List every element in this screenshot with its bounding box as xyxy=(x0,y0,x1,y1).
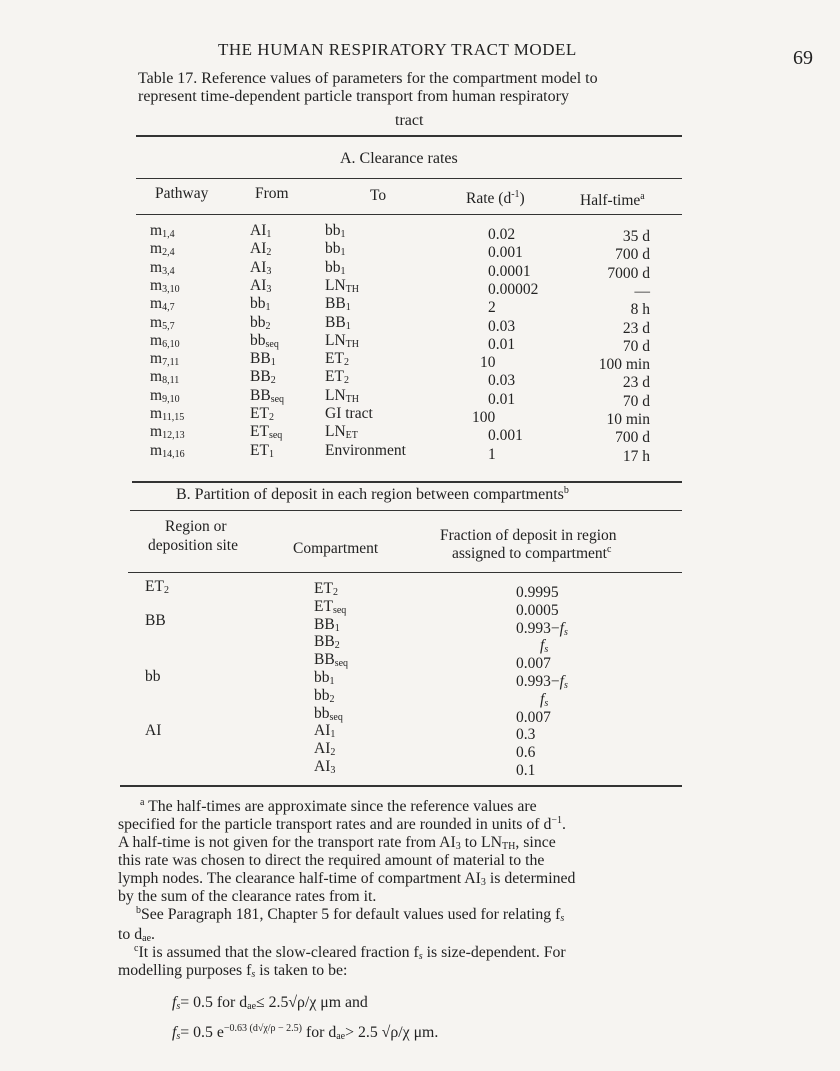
row-pathway: $m_{2,4}$ xyxy=(150,240,175,259)
compartment-name: $BB_2$ xyxy=(314,633,340,652)
compartment-name: $bb_1$ xyxy=(314,669,335,687)
row-halftime: 23 d xyxy=(622,374,650,392)
row-pathway: $m_{5,7}$ xyxy=(150,313,175,332)
row-rate: 0.03 xyxy=(488,372,516,390)
row-rate: 1 xyxy=(488,445,496,463)
row-pathway: $m_{3,10}$ xyxy=(150,276,180,295)
row-rate: 0.00002 xyxy=(488,280,539,298)
compartment-fraction: 0.6 xyxy=(516,744,536,762)
col-header-from: From xyxy=(255,185,289,202)
footnote-b-line-2: to $d_{ae}$. xyxy=(118,926,155,944)
row-to: $bb_1$ xyxy=(325,258,346,277)
section-a-rule xyxy=(136,178,682,179)
footnote-a-line-6: by the sum of the clearance rates from it. xyxy=(118,888,377,905)
footnote-a-line-4: this rate was chosen to direct the required amount of material to the xyxy=(118,852,545,869)
section-b-rule xyxy=(130,510,682,511)
compartment-fraction: 0.0005 xyxy=(516,601,559,619)
col-header-fraction-1: Fraction of deposit in region xyxy=(440,527,617,544)
compartment-name: $AI_2$ xyxy=(314,740,336,759)
compartment-name: $ET_{seq}$ xyxy=(314,597,347,616)
row-from: $ET_{seq}$ xyxy=(250,423,283,442)
row-pathway: $m_{7,11}$ xyxy=(150,350,180,369)
row-to: $ET_2$ xyxy=(325,350,349,369)
row-to: $bb_1$ xyxy=(325,240,346,259)
row-from: $BB_2$ xyxy=(250,368,276,387)
row-to: $LN_{TH}$ xyxy=(325,386,360,405)
row-halftime: — xyxy=(634,282,650,300)
row-pathway: $m_{4,7}$ xyxy=(150,295,175,314)
row-from: $bb_{seq}$ xyxy=(250,331,279,350)
section-b-top-rule xyxy=(132,481,682,483)
row-pathway: $m_{3,4}$ xyxy=(150,258,175,277)
section-a-title: A. Clearance rates xyxy=(340,150,458,167)
row-to: $LN_{ET}$ xyxy=(325,423,358,442)
row-from: $AI_2$ xyxy=(250,240,272,259)
region-label: BB xyxy=(145,612,166,629)
compartment-name: $AI_3$ xyxy=(314,758,336,776)
row-halftime: 7000 d xyxy=(607,264,650,282)
row-halftime: 10 min xyxy=(606,411,650,428)
footnote-b-line-1: $^b$See Paragraph 181, Chapter 5 for default values used for relating $f_s$ xyxy=(136,905,565,924)
row-from: $AI_3$ xyxy=(250,276,272,295)
row-rate: 10 xyxy=(480,354,496,372)
col-header-rate: Rate $(d^{-1})$ xyxy=(466,189,525,207)
row-rate: 0.001 xyxy=(488,244,523,262)
row-pathway: $m_{11,15}$ xyxy=(150,405,185,423)
row-from: $ET_1$ xyxy=(250,441,274,460)
row-halftime: 17 h xyxy=(622,447,650,465)
row-to: $BB_1$ xyxy=(325,313,351,332)
compartment-fraction: $f_s$ xyxy=(540,690,549,709)
row-rate: 100 xyxy=(472,409,496,426)
row-halftime: 70 d xyxy=(622,337,650,355)
row-halftime: 70 d xyxy=(622,392,650,410)
section-b-header-rule xyxy=(128,572,682,573)
compartment-fraction: 0.9995 xyxy=(516,584,559,601)
row-rate: 2 xyxy=(488,299,496,317)
row-from: $AI_3$ xyxy=(250,258,272,277)
compartment-fraction: $0.993-f_s$ xyxy=(516,673,568,691)
col-header-region-2: deposition site xyxy=(148,537,238,554)
row-halftime: 100 min xyxy=(598,356,650,374)
table-caption-line-2: represent time-dependent particle transport from human respiratory xyxy=(138,88,569,105)
footnote-a-line-2: specified for the particle transport rates and are rounded in units of $d^{-1}$. xyxy=(118,815,566,833)
section-b-title: B. Partition of deposit in each region between compartments$^b$ xyxy=(176,485,569,503)
equation-2: $f_s= 0.5$ $e^{-0.63 (d√\chi/\rho - 2.5)}$ for $d_{ae}> 2.5$ √ρ/χ μm. xyxy=(172,1023,439,1042)
row-rate: 0.001 xyxy=(488,427,523,445)
col-header-to: To xyxy=(370,187,387,204)
col-header-pathway: Pathway xyxy=(155,185,209,202)
row-to: Environment xyxy=(325,441,406,459)
row-rate: 0.03 xyxy=(488,317,516,335)
table-top-rule xyxy=(136,135,682,137)
row-halftime: 8 h xyxy=(630,301,650,319)
row-from: $BB_{seq}$ xyxy=(250,386,285,405)
row-from: $AI_1$ xyxy=(250,222,272,240)
row-from: $ET_2$ xyxy=(250,405,274,423)
footnote-a-line-3: A half-time is not given for the transport rate from $AI_3$ to $LN_{TH}$, since xyxy=(118,834,556,852)
compartment-fraction: $f_s$ xyxy=(540,637,549,656)
row-to: $LN_{TH}$ xyxy=(325,331,360,350)
col-header-compartment: Compartment xyxy=(293,540,379,557)
region-label: AI xyxy=(145,722,162,739)
row-rate: 0.01 xyxy=(488,335,516,353)
row-to: GI tract xyxy=(325,405,373,422)
row-to: $LN_{TH}$ xyxy=(325,276,360,295)
row-pathway: $m_{9,10}$ xyxy=(150,386,180,405)
row-rate: 0.01 xyxy=(488,390,516,408)
section-a-header-rule xyxy=(136,214,682,215)
col-header-fraction-2: assigned to compartment$^c$ xyxy=(452,544,612,562)
table-caption-line-1: Table 17. Reference values of parameters for the compartment model to xyxy=(138,70,598,87)
compartment-name: $bb_{seq}$ xyxy=(314,704,343,723)
row-rate: 0.0001 xyxy=(488,262,531,280)
row-halftime: 700 d xyxy=(615,246,650,264)
equation-1: $f_s= 0.5$ for $d_{ae}\le 2.5√\rho/\chi$ μm and xyxy=(172,994,368,1012)
region-label: bb xyxy=(145,668,161,685)
compartment-name: $bb_2$ xyxy=(314,686,335,705)
col-header-region-1: Region or xyxy=(165,518,227,535)
row-from: $BB_1$ xyxy=(250,350,276,369)
footnote-c-line-1: $^c$It is assumed that the slow-cleared fraction $f_s$ is size-dependent. For xyxy=(134,943,566,962)
row-pathway: $m_{14,16}$ xyxy=(150,441,185,460)
row-to: $BB_1$ xyxy=(325,295,351,314)
row-pathway: $m_{12,13}$ xyxy=(150,423,185,442)
compartment-name: $ET_2$ xyxy=(314,580,338,598)
footnote-c-line-2: modelling purposes $f_s$ is taken to be: xyxy=(118,962,348,980)
table-caption-line-3: tract xyxy=(395,112,424,129)
row-to: $ET_2$ xyxy=(325,368,349,387)
running-header: THE HUMAN RESPIRATORY TRACT MODEL xyxy=(218,40,577,59)
compartment-fraction: 0.1 xyxy=(516,762,536,779)
compartment-fraction: $0.993-f_s$ xyxy=(516,619,568,638)
row-halftime: 35 d xyxy=(622,228,650,245)
compartment-fraction: 0.007 xyxy=(516,708,551,726)
row-rate: 0.02 xyxy=(488,226,516,243)
row-pathway: $m_{6,10}$ xyxy=(150,331,180,350)
row-to: $bb_1$ xyxy=(325,222,346,240)
row-from: $bb_2$ xyxy=(250,313,271,332)
row-from: $bb_1$ xyxy=(250,295,271,314)
compartment-fraction: 0.3 xyxy=(516,726,536,744)
footnote-a-line-5: lymph nodes. The clearance half-time of compartment $AI_3$ is determined xyxy=(118,870,576,888)
page-number: 69 xyxy=(793,47,813,69)
compartment-name: $AI_1$ xyxy=(314,722,336,741)
region-label: $ET_2$ xyxy=(145,578,169,596)
row-halftime: 700 d xyxy=(615,429,650,447)
col-header-halftime: Half-time$^a$ xyxy=(580,191,645,209)
footnote-a-line-1: $^a$ The half-times are approximate since the reference values are xyxy=(140,797,537,815)
compartment-name: $BB_{seq}$ xyxy=(314,651,349,670)
compartment-fraction: 0.007 xyxy=(516,655,551,673)
compartment-name: $BB_1$ xyxy=(314,615,340,634)
table-bottom-rule xyxy=(120,785,682,787)
row-halftime: 23 d xyxy=(622,319,650,337)
row-pathway: $m_{1,4}$ xyxy=(150,222,175,240)
row-pathway: $m_{8,11}$ xyxy=(150,368,180,387)
